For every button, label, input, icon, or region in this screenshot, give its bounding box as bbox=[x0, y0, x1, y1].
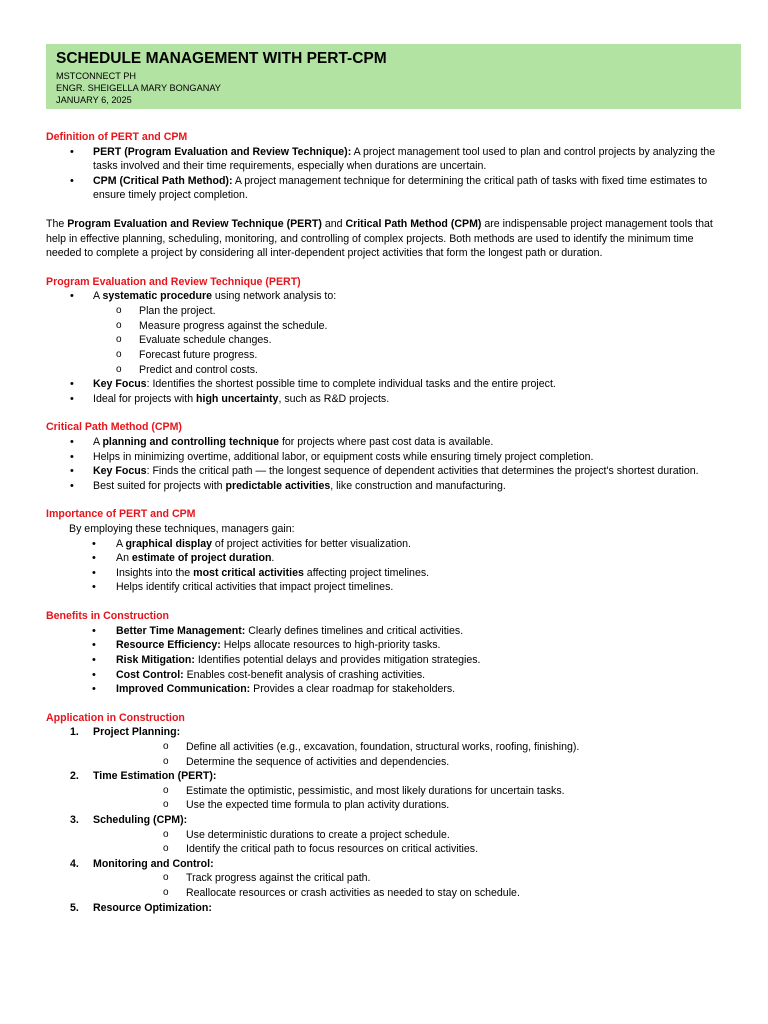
text: Helps allocate resources to high-priority tasks. bbox=[220, 639, 441, 652]
list-item bbox=[46, 537, 726, 552]
step-item bbox=[46, 857, 726, 901]
bold-text: Risk Mitigation: bbox=[116, 653, 195, 666]
cpm-heading: Critical Path Method (CPM) bbox=[46, 421, 182, 434]
text: An bbox=[116, 552, 132, 565]
text: Clearly defines timelines and critical activities. bbox=[245, 624, 464, 637]
step-number: 3. bbox=[70, 813, 79, 826]
sub-item: o Plan the project. bbox=[46, 304, 726, 319]
step-title: Resource Optimization: bbox=[93, 901, 212, 914]
step-number: 1. bbox=[70, 726, 79, 739]
importance-heading: Importance of PERT and CPM bbox=[46, 508, 196, 521]
sub-item: o Measure progress against the schedule. bbox=[46, 319, 726, 334]
text: Insights into the bbox=[116, 566, 194, 579]
list-item bbox=[46, 392, 726, 407]
intro-section bbox=[46, 217, 726, 261]
bold-text: most critical activities bbox=[193, 566, 304, 579]
list-item bbox=[46, 289, 726, 304]
document-body bbox=[46, 130, 726, 929]
sub-item: o Determine the sequence of activities and dependencies. bbox=[93, 755, 726, 770]
bold-text: Cost Control: bbox=[116, 668, 184, 681]
intro-paragraph bbox=[46, 217, 726, 261]
term-text: A project management technique for determining the critical path of tasks with fixed time estimates to ensure timely project completion. bbox=[93, 174, 708, 202]
cpm-list bbox=[46, 435, 726, 493]
text: , like construction and manufacturing. bbox=[330, 479, 506, 492]
text: , such as R&D projects. bbox=[278, 392, 390, 405]
definition-heading: Definition of PERT and CPM bbox=[46, 131, 188, 143]
term: CPM (Critical Path Method): bbox=[93, 174, 233, 187]
list-item bbox=[46, 624, 726, 639]
author: ENGR. SHEIGELLA MARY BONGANAY bbox=[56, 82, 221, 93]
sub-item: o Define all activities (e.g., excavation, foundation, structural works, roofing, finishing). bbox=[93, 740, 726, 755]
bold-text: planning and controlling technique bbox=[102, 435, 279, 448]
importance-list bbox=[46, 537, 726, 595]
bold-text: Key Focus bbox=[93, 465, 147, 478]
list-item: • Helps in minimizing overtime, additional labor, or equipment costs while ensuring timely project completion. bbox=[46, 450, 726, 465]
benefits-section bbox=[46, 609, 726, 697]
text: using network analysis to: bbox=[211, 290, 337, 303]
text: Identifies potential delays and provides mitigation strategies. bbox=[194, 653, 481, 666]
bold-text: high uncertainty bbox=[196, 392, 279, 405]
bold-text: systematic procedure bbox=[102, 290, 212, 303]
sub-item: o Use the expected time formula to plan activity durations. bbox=[93, 798, 726, 813]
sub-item: o Use deterministic durations to create a project schedule. bbox=[93, 828, 726, 843]
organization: MSTCONNECT PH bbox=[56, 70, 136, 81]
list-item bbox=[46, 464, 726, 479]
list-item bbox=[46, 638, 726, 653]
bold-text: estimate of project duration bbox=[131, 552, 272, 565]
pert-heading: Program Evaluation and Review Technique (PERT) bbox=[46, 275, 301, 288]
list-item bbox=[46, 668, 726, 683]
list-item bbox=[46, 435, 726, 450]
step-item bbox=[46, 725, 726, 769]
text: Provides a clear roadmap for stakeholders. bbox=[250, 683, 456, 696]
pert-section bbox=[46, 275, 726, 406]
bold-text: predictable activities bbox=[225, 479, 331, 492]
step-item bbox=[46, 901, 726, 916]
sub-item: o Track progress against the critical path. bbox=[93, 871, 726, 886]
importance-intro: By employing these techniques, managers gain: bbox=[69, 523, 295, 536]
bold-text: Resource Efficiency: bbox=[116, 639, 221, 652]
step-title: Project Planning: bbox=[93, 726, 181, 739]
step-sublist bbox=[93, 784, 726, 813]
definition-section bbox=[46, 130, 726, 203]
application-heading: Application in Construction bbox=[46, 711, 185, 724]
step-title: Time Estimation (PERT): bbox=[93, 770, 217, 783]
sub-item: o Predict and control costs. bbox=[46, 363, 726, 378]
bold-text: Better Time Management: bbox=[116, 624, 246, 637]
benefits-list bbox=[46, 624, 726, 697]
list-item bbox=[46, 479, 726, 494]
step-item bbox=[46, 769, 726, 813]
step-title: Scheduling (CPM): bbox=[93, 813, 188, 826]
text: The bbox=[46, 218, 68, 231]
text: : Finds the critical path — the longest sequence of dependent activities that determines the project's shortest duration. bbox=[146, 465, 699, 478]
cpm-section bbox=[46, 420, 726, 493]
text: Enables cost-benefit analysis of crashing activities. bbox=[183, 668, 426, 681]
sub-item: o Evaluate schedule changes. bbox=[46, 333, 726, 348]
text: A bbox=[93, 290, 103, 303]
text: Ideal for projects with bbox=[93, 392, 197, 405]
text: : Identifies the shortest possible time to complete individual tasks and the entire project. bbox=[146, 378, 556, 391]
text: affecting project timelines. bbox=[303, 566, 430, 579]
step-number: 2. bbox=[70, 770, 79, 783]
text: A bbox=[116, 537, 126, 550]
list-item bbox=[46, 377, 726, 392]
step-sublist bbox=[93, 828, 726, 857]
text: are indispensable project management tools that help in effective planning, scheduling, monitoring, and controlling of complex projects. Both methods are used to identify the minimum time needed to complete a project by considering all inter-dependent project activities that form the longest path or duration. bbox=[46, 218, 713, 260]
list-item bbox=[46, 174, 726, 203]
list-item bbox=[46, 566, 726, 581]
list-item bbox=[46, 653, 726, 668]
step-title: Monitoring and Control: bbox=[93, 857, 214, 870]
importance-section bbox=[46, 507, 726, 595]
bold-text: Program Evaluation and Review Technique (PERT) bbox=[67, 218, 322, 231]
title-banner bbox=[46, 44, 741, 109]
application-steps bbox=[46, 725, 726, 915]
step-sublist bbox=[93, 871, 726, 900]
term-text: A project management tool used to plan and control projects by analyzing the tasks involved and their time requirements, especially when durations are uncertain. bbox=[93, 145, 716, 173]
text: Best suited for projects with bbox=[93, 479, 226, 492]
text: and bbox=[321, 218, 346, 231]
list-item bbox=[46, 551, 726, 566]
bold-text: graphical display bbox=[125, 537, 212, 550]
sub-item: o Forecast future progress. bbox=[46, 348, 726, 363]
step-number: 4. bbox=[70, 857, 79, 870]
bold-text: Key Focus bbox=[93, 378, 147, 391]
definition-list bbox=[46, 145, 726, 203]
sub-item: o Identify the critical path to focus resources on critical activities. bbox=[93, 842, 726, 857]
list-item bbox=[46, 682, 726, 697]
pert-list-continued bbox=[46, 377, 726, 406]
benefits-heading: Benefits in Construction bbox=[46, 610, 170, 623]
step-sublist bbox=[93, 740, 726, 769]
sub-item: o Estimate the optimistic, pessimistic, and most likely durations for uncertain tasks. bbox=[93, 784, 726, 799]
application-section bbox=[46, 711, 726, 916]
term: PERT (Program Evaluation and Review Technique): bbox=[93, 145, 352, 158]
text: A bbox=[93, 435, 103, 448]
list-item bbox=[46, 145, 726, 174]
step-item bbox=[46, 813, 726, 857]
document-date: JANUARY 6, 2025 bbox=[56, 94, 132, 105]
text: of project activities for better visualization. bbox=[211, 537, 411, 550]
sub-item: o Reallocate resources or crash activities as needed to stay on schedule. bbox=[93, 886, 726, 901]
bold-text: Improved Communication: bbox=[116, 683, 251, 696]
text: . bbox=[271, 552, 275, 565]
step-number: 5. bbox=[70, 901, 79, 914]
document-title: SCHEDULE MANAGEMENT WITH PERT-CPM bbox=[56, 50, 387, 67]
text: for projects where past cost data is available. bbox=[279, 435, 494, 448]
pert-sublist bbox=[46, 304, 726, 377]
bold-text: Critical Path Method (CPM) bbox=[345, 218, 482, 231]
pert-list bbox=[46, 289, 726, 304]
list-item: • Helps identify critical activities that impact project timelines. bbox=[46, 580, 726, 595]
